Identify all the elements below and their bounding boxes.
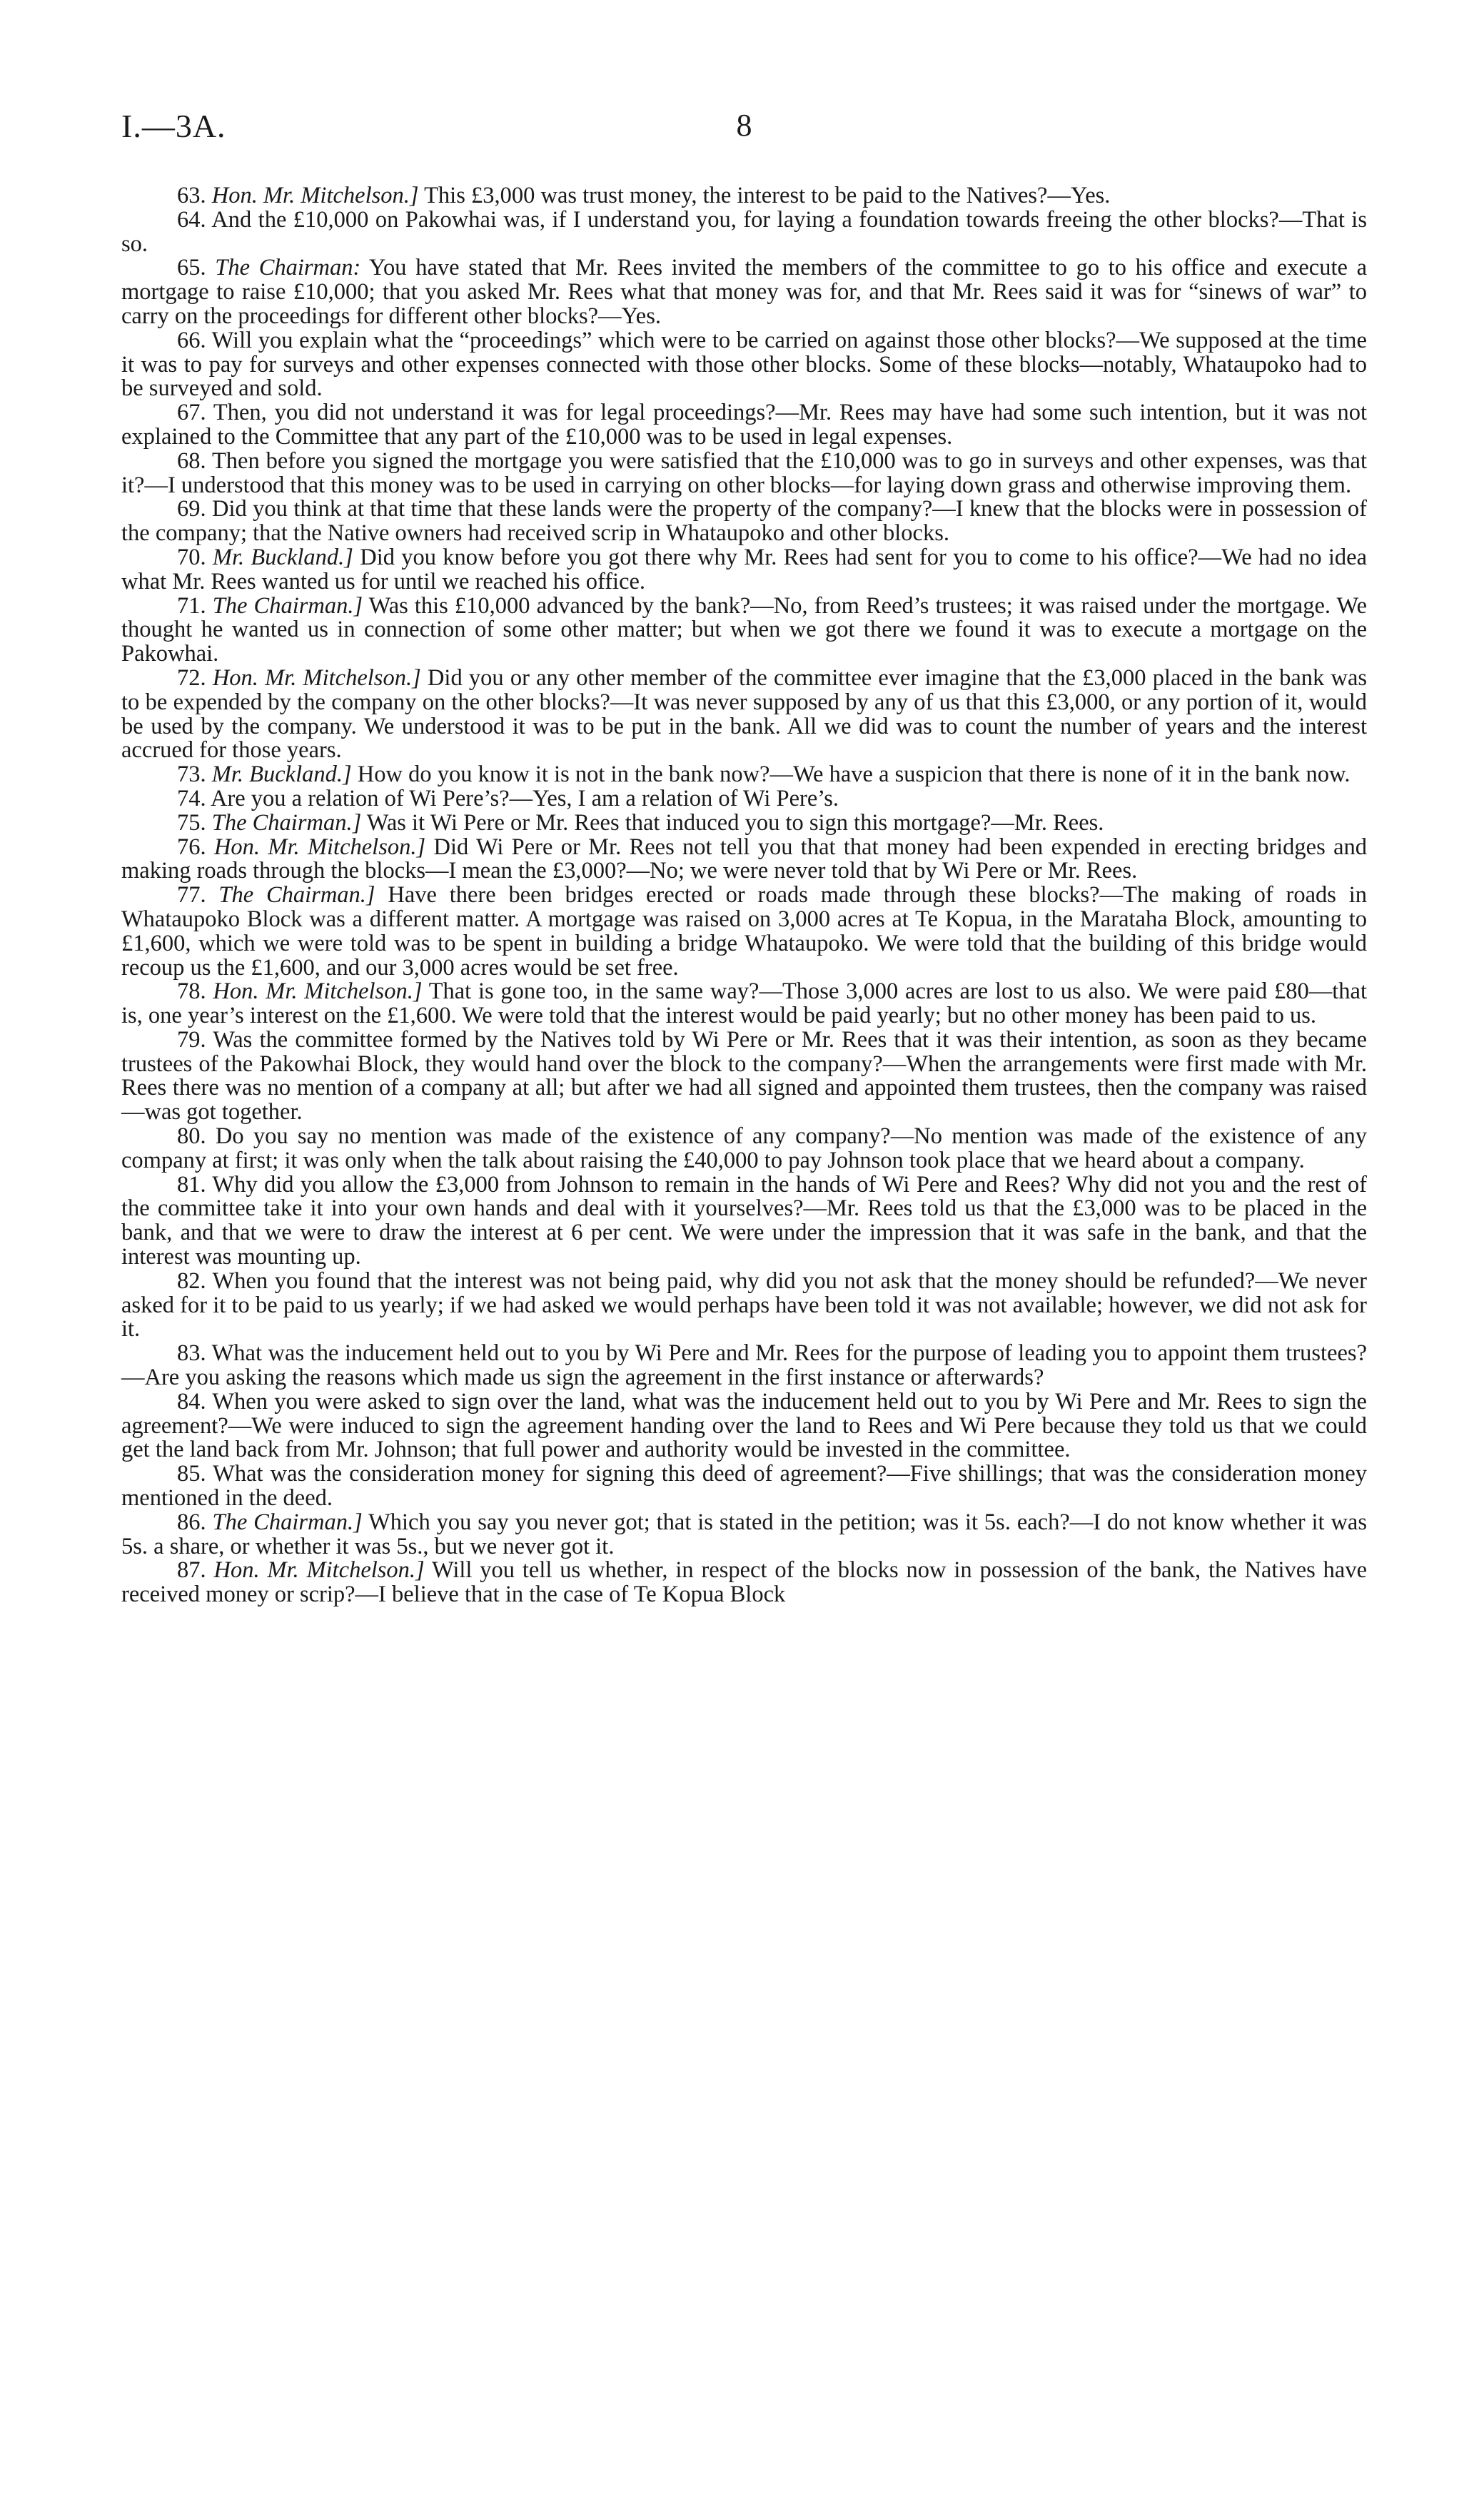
question-answer-text: Did Wi Pere or Mr. Rees not tell you that that money had been expended in erecting bridges and making roads through the blocks—I mean the £3,000?—No; we were never told that by Wi Pere or Mr. Rees. <box>121 834 1368 884</box>
question-number: 65. <box>177 255 206 281</box>
question-answer-text: Did you think at that time that these lands were the property of the company?—I knew that the blocks were in possession of the company; that the Native owners had received scrip in Whataupoko and other blocks. <box>121 496 1367 547</box>
question-number: 64. <box>177 206 206 233</box>
question-answer-text: Have there been bridges erected or roads made through these blocks?—The making of roads in Whataupoko Block was a different matter. A mortgage was raised on 3,000 acres at Te Kopua, in the Marataha Block, amounting to £1,600, which we were told was to be spent in building a bridge Whataupoko. We were told that the building of this bridge would recoup us the £1,600, and our 3,000 acres would be set free. <box>121 882 1368 981</box>
question-number: 85. <box>177 1461 206 1487</box>
speaker-name: Mr. Buckland.] <box>212 544 353 570</box>
page-header <box>121 107 1367 157</box>
question-answer-text: How do you know it is not in the bank now?—We have a suspicion that there is none of it in the bank now. <box>357 761 1351 788</box>
question-number: 71. <box>177 592 206 619</box>
testimony-paragraph <box>121 1390 1367 1462</box>
question-number: 67. <box>177 400 206 426</box>
question-answer-text: When you found that the interest was not being paid, why did you not ask that the money should be refunded?—We never asked for it to be paid to us yearly; if we had asked we would perhaps have been told it was not available; however, we did not ask for it. <box>121 1267 1367 1342</box>
question-answer-text: Was this £10,000 advanced by the bank?—No, from Reed’s trustees; it was raised under the mortgage. We thought he wanted us in connection of some other matter; but when we got there we found it was to execute a mortgage on the Pakowhai. <box>121 592 1367 667</box>
testimony-paragraph <box>121 1559 1367 1607</box>
question-number: 81. <box>177 1171 206 1198</box>
testimony-paragraph <box>121 208 1367 257</box>
question-answer-text: Which you say you never got; that is stated in the petition; was it 5s. each?—I do not know whether it was 5s. a share, or whether it was 5s., but we never got it. <box>121 1509 1367 1559</box>
question-answer-text: Then, you did not understand it was for legal proceedings?—Mr. Rees may have had some such intention, but it was not explained to the Committee that any part of the £10,000 was to be used in legal expenses. <box>121 400 1367 450</box>
question-answer-text: And the £10,000 on Pakowhai was, if I understand you, for laying a foundation towards freeing the other blocks?—That is so. <box>121 206 1367 257</box>
question-number: 66. <box>177 327 206 353</box>
question-answer-text: What was the consideration money for signing this deed of agreement?—Five shillings; that was the consideration money mentioned in the deed. <box>121 1461 1367 1512</box>
speaker-name: The Chairman.] <box>212 592 363 619</box>
speaker-name: Mr. Buckland.] <box>211 761 352 788</box>
question-answer-text: Was the committee formed by the Natives told by Wi Pere or Mr. Rees that it was their intention, as soon as they became trustees of the Pakowhai Block, they would hand over the block to the company?—When the arrangements were first made with Mr. Rees there was no mention of a company at all; but after we had all signed and appointed them trustees, then the company was raised—was got together. <box>121 1026 1367 1125</box>
testimony-paragraph <box>121 1028 1367 1125</box>
question-answer-text: Will you tell us whether, in respect of the blocks now in possession of the bank, the Natives have received money or scrip?—I believe that in the case of Te Kopua Block <box>121 1557 1367 1608</box>
question-number: 74. <box>177 785 206 811</box>
speaker-name: Hon. Mr. Mitchelson.] <box>213 1557 425 1584</box>
testimony-paragraph <box>121 401 1367 450</box>
question-number: 73. <box>177 761 206 788</box>
speaker-name: Hon. Mr. Mitchelson.] <box>213 834 426 860</box>
question-number: 72. <box>177 664 206 691</box>
question-number: 86. <box>177 1509 206 1535</box>
speaker-name: The Chairman.] <box>218 882 375 909</box>
question-answer-text: Will you explain what the “proceedings” which were to be carried on against those other blocks?—We supposed at the time it was to pay for surveys and other expenses connected with those other blocks. Some of these blocks—notably, Whataupoko had to be surveyed and sold. <box>121 327 1367 402</box>
testimony-paragraph <box>121 256 1367 328</box>
question-answer-text: That is gone too, in the same way?—Those 3,000 acres are lost to us also. We were paid £80—that is, one year’s interest on the £1,600. We were told that the interest would be paid yearly; but no other money has been paid to us. <box>121 978 1367 1029</box>
question-answer-text: Are you a relation of Wi Pere’s?—Yes, I am a relation of Wi Pere’s. <box>210 785 839 811</box>
question-number: 63. <box>177 183 206 208</box>
question-answer-text: What was the inducement held out to you by Wi Pere and Mr. Rees for the purpose of leading you to appoint them trustees?—Are you asking the reasons which made us sign the agreement in the first instance or afterwards? <box>121 1340 1367 1391</box>
page-body <box>121 184 1367 1607</box>
testimony-paragraph <box>121 980 1367 1028</box>
question-number: 70. <box>177 544 206 570</box>
document-reference: I.—3A. <box>121 108 226 144</box>
question-answer-text: Did you or any other member of the committee ever imagine that the £3,000 placed in the bank was to be expended by the company on the other blocks?—It was never supposed by any of us that this £3,000, or any portion of it, would be used by the company. We understood it was to be put in the bank. All we did was to count the number of years and the interest accrued for those years. <box>121 664 1368 764</box>
question-number: 76. <box>177 834 206 860</box>
question-number: 82. <box>177 1267 206 1294</box>
question-number: 80. <box>177 1123 206 1150</box>
testimony-paragraph <box>121 811 1367 836</box>
question-answer-text: You have stated that Mr. Rees invited the members of the committee to go to his office and execute a mortgage to raise £10,000; that you asked Mr. Rees what that money was for, and that Mr. Rees said it was for “sinews of war” to carry on the proceedings for different other blocks?—Yes. <box>121 255 1368 329</box>
question-answer-text: This £3,000 was trust money, the interest to be paid to the Natives?—Yes. <box>424 183 1111 208</box>
speaker-name: The Chairman.] <box>212 1509 363 1535</box>
testimony-paragraph <box>121 884 1367 980</box>
speaker-name: Hon. Mr. Mitchelson.] <box>212 664 421 691</box>
testimony-paragraph <box>121 787 1367 811</box>
question-number: 83. <box>177 1340 206 1367</box>
testimony-paragraph <box>121 447 1367 498</box>
speaker-name: The Chairman.] <box>211 809 362 836</box>
question-answer-text: Then before you signed the mortgage you were satisfied that the £10,000 was to go in surveys and other expenses, was that it?—I understood that this money was to be used in carrying on other blocks—for laying down grass and otherwise improving them. <box>121 447 1367 498</box>
question-answer-text: Was it Wi Pere or Mr. Rees that induced you to sign this mortgage?—Mr. Rees. <box>366 809 1104 836</box>
question-number: 77. <box>177 882 206 909</box>
question-number: 78. <box>177 978 206 1005</box>
question-number: 87. <box>177 1557 206 1584</box>
speaker-name: Hon. Mr. Mitchelson.] <box>213 978 423 1005</box>
question-number: 68. <box>177 447 206 474</box>
question-number: 84. <box>177 1388 206 1415</box>
testimony-paragraph <box>121 184 1367 208</box>
testimony-paragraph <box>121 1511 1367 1559</box>
question-answer-text: Did you know before you got there why Mr. Rees had sent for you to come to his office?—We had no idea what Mr. Rees wanted us for until we reached his office. <box>121 544 1368 594</box>
testimony-paragraph <box>121 1267 1367 1342</box>
testimony-paragraph <box>121 594 1367 667</box>
testimony-paragraph <box>121 763 1367 787</box>
testimony-paragraph <box>121 664 1368 764</box>
testimony-paragraph <box>121 329 1367 401</box>
testimony-paragraph <box>121 546 1367 594</box>
testimony-paragraph <box>121 1342 1367 1390</box>
testimony-paragraph <box>121 836 1367 884</box>
testimony-paragraph <box>121 1125 1367 1173</box>
speaker-name: Hon. Mr. Mitchelson.] <box>211 183 419 208</box>
question-answer-text: Why did you allow the £3,000 from Johnson to remain in the hands of Wi Pere and Rees? Why did not you and the rest of the committee take it into your own hands and deal with it yourselves?—Mr. Rees told us that the £3,000 was to be placed in the bank, and that we were to draw the interest at 6 per cent. We were under the impression that it was safe in the bank, and that the interest was mounting up. <box>121 1171 1367 1270</box>
question-number: 75. <box>177 809 206 836</box>
question-answer-text: Do you say no mention was made of the existence of any company?—No mention was made of the existence of any company at first; it was only when the talk about raising the £40,000 to pay Johnson took place that we heard about a company. <box>121 1123 1368 1173</box>
testimony-paragraph <box>121 497 1367 546</box>
page-number: 8 <box>736 108 752 143</box>
question-answer-text: When you were asked to sign over the land, what was the inducement held out to you by Wi Pere and Mr. Rees to sign the agreement?—We were induced to sign the agreement handing over the land to Rees and Wi Pere because they told us that we could get the land back from Mr. Johnson; that full power and authority would be invested in the committee. <box>121 1388 1367 1463</box>
testimony-paragraph <box>121 1173 1367 1270</box>
speaker-name: The Chairman: <box>215 255 361 281</box>
question-number: 79. <box>177 1026 206 1053</box>
question-number: 69. <box>177 496 206 522</box>
testimony-paragraph <box>121 1462 1367 1511</box>
